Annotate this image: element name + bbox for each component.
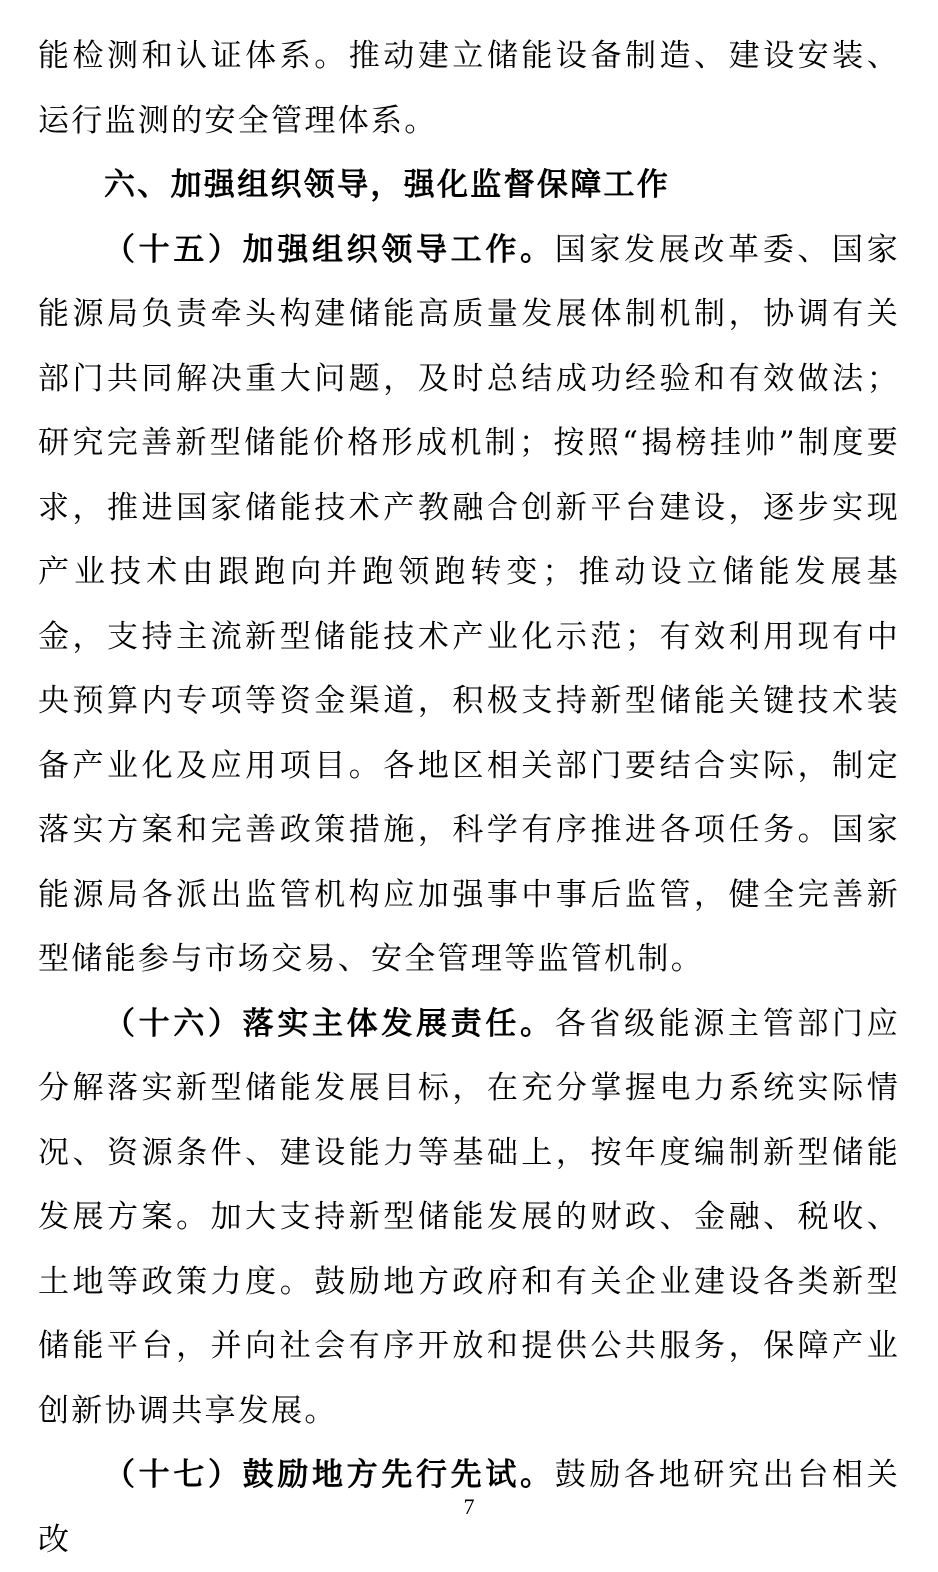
- page-number: 7: [463, 1494, 475, 1519]
- paragraph-continuation: [38, 24, 900, 153]
- item-paragraph-15: [38, 218, 900, 992]
- item-text: 各省级能源主管部门应分解落实新型储能发展目标，在充分掌握电力系统实际情况、资源条件、建设能力等基础上，按年度编制新型储能发展方案。加大支持新型储能发展的财政、金融、税收、土地等政策力度。鼓励地方政府和有关企业建设各类新型储能平台，并向社会有序开放和提供公共服务，保障产业创新协调共享发展。: [38, 1005, 900, 1429]
- item-lead: （十六）落实主体发展责任。: [104, 1005, 555, 1042]
- item-lead: （十五）加强组织领导工作。: [104, 231, 555, 268]
- item-text: 鼓励各地研究出台相关改: [38, 1457, 900, 1558]
- item-text: 国家发展改革委、国家能源局负责牵头构建储能高质量发展体制机制，协调有关部门共同解决重大问题，及时总结成功经验和有效做法；研究完善新型储能价格形成机制；按照“揭榜挂帅”制度要求，推进国家储能技术产教融合创新平台建设，逐步实现产业技术由跟跑向并跑领跑转变；推动设立储能发展基金，支持主流新型储能技术产业化示范；有效利用现有中央预算内专项等资金渠道，积极支持新型储能关键技术装备产业化及应用项目。各地区相关部门要结合实际，制定落实方案和完善政策措施，科学有序推进各项任务。国家能源局各派出监管机构应加强事中事后监管，健全完善新型储能参与市场交易、安全管理等监管机制。: [38, 231, 900, 977]
- item-lead: （十七）鼓励地方先行先试。: [104, 1457, 555, 1493]
- paragraph-text: 能检测和认证体系。推动建立储能设备制造、建设安装、运行监测的安全管理体系。: [38, 38, 900, 139]
- document-page: [38, 24, 900, 1572]
- section-heading: 六、加强组织领导，强化监督保障工作: [104, 167, 671, 203]
- item-paragraph-16: [38, 992, 900, 1444]
